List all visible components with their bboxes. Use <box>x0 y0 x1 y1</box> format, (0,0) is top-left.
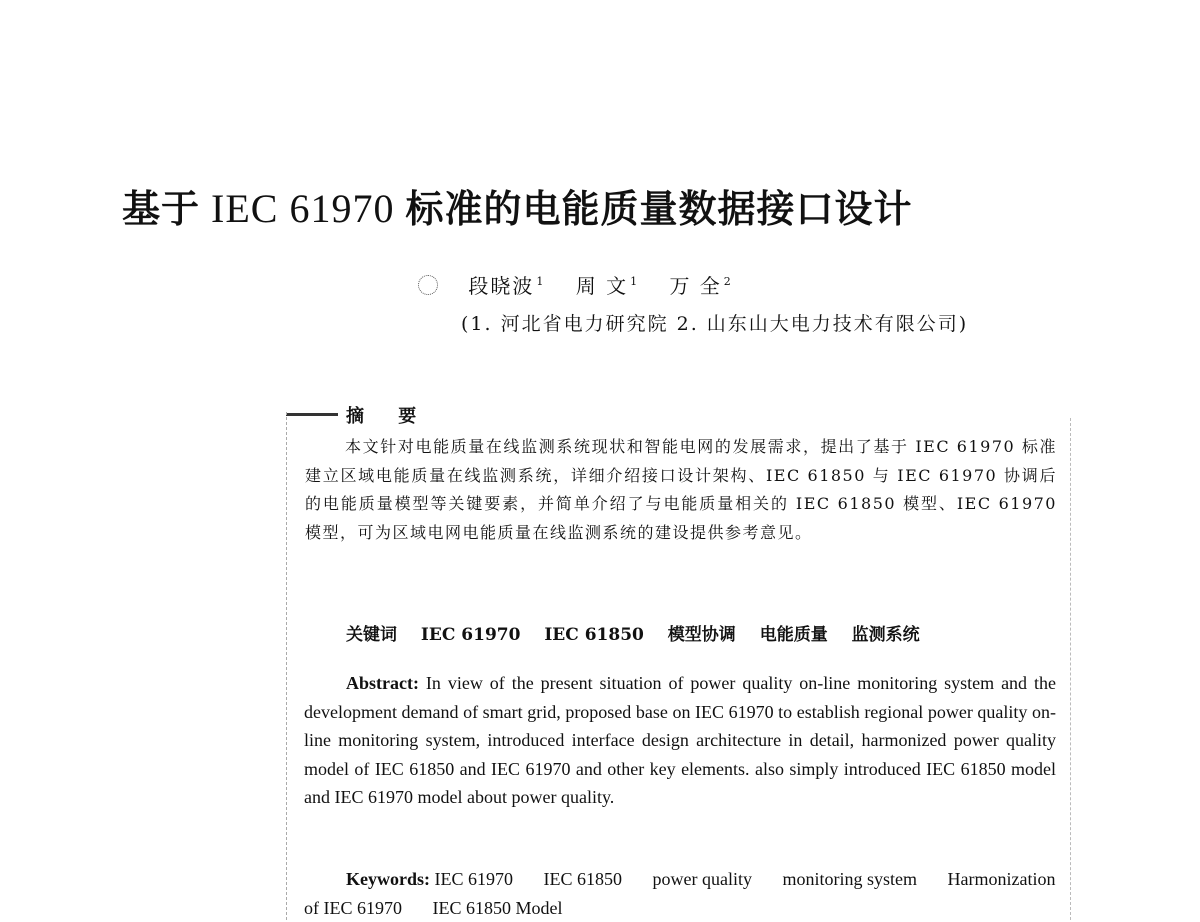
keyword-cn: IEC 61850 <box>544 625 644 645</box>
affiliations: (1. 河北省电力研究院 2. 山东山大电力技术有限公司) <box>461 313 969 335</box>
author <box>669 274 732 298</box>
keyword-en: Harmonization of IEC 61970 <box>304 869 1056 918</box>
author-affiliation-index: 1 <box>536 275 546 289</box>
abstract-en-text: In view of the present situation of power quality on-line monitoring system and the development demand of smart grid, proposed base on IEC 61970 to establish regional power quality on-line monitoring system, introduced interface design architecture in detail, harmonized power quality model of IEC 61850 and IEC 61970 and other key elements. also simply introduced IEC 61850 model and IEC 61970 model about power quality. <box>304 673 1056 807</box>
paper-title <box>122 178 912 233</box>
author-name: 周 文 <box>575 274 629 298</box>
author-affiliation-index: 1 <box>630 275 640 289</box>
keyword-cn: IEC 61970 <box>420 625 521 645</box>
keywords-cn <box>346 620 938 645</box>
author-name: 万 全 <box>669 274 722 298</box>
abstract-frame-left-rule <box>286 412 287 920</box>
keywords-cn-label: 关键词 <box>346 625 397 645</box>
keywords-en-label: Keywords: <box>346 869 430 889</box>
abstract-en <box>304 669 1056 812</box>
keywords-en-paragraph <box>304 865 1056 922</box>
author-name: 段晓波 <box>468 274 535 298</box>
author-affiliation-index: 2 <box>723 275 733 289</box>
author <box>576 274 639 298</box>
abstract-frame-top-rule <box>286 413 338 416</box>
title-prefix: 基于 <box>122 186 201 231</box>
keyword-en: IEC 61850 <box>543 869 622 889</box>
author-mark-icon <box>418 275 438 295</box>
abstract-cn-text: 本文针对电能质量在线监测系统现状和智能电网的发展需求，提出了基于 IEC 61970 标准建立区域电能质量在线监测系统，详细介绍接口设计架构、IEC 61850 与 IEC 61970 协调后的电能质量模型等关键要素，并简单介绍了与电能质量相关的 IEC 61850 模型、IEC 61970 模型，可为区域电网电能质量在线监测系统的建设提供参考意见。 <box>305 437 1057 542</box>
keyword-cn: 电能质量 <box>759 625 828 645</box>
abstract-cn <box>305 433 1057 547</box>
title-standard: IEC 61970 <box>200 186 406 231</box>
abstract-frame-right-rule <box>1070 418 1071 920</box>
keyword-en: IEC 61850 Model <box>432 897 563 918</box>
author <box>468 274 545 298</box>
keywords-en <box>304 865 1056 922</box>
abstract-cn-heading: 摘 要 <box>346 406 431 427</box>
title-suffix: 标准的电能质量数据接口设计 <box>405 186 913 231</box>
keyword-en: IEC 61970 <box>434 869 513 889</box>
keyword-en: monitoring system <box>782 869 917 889</box>
abstract-en-label: Abstract: <box>346 673 419 693</box>
keyword-en: power quality <box>652 869 752 889</box>
author-list <box>418 270 755 299</box>
keyword-cn: 模型协调 <box>667 625 736 645</box>
keyword-cn: 监测系统 <box>851 625 920 645</box>
abstract-en-paragraph <box>304 669 1056 812</box>
